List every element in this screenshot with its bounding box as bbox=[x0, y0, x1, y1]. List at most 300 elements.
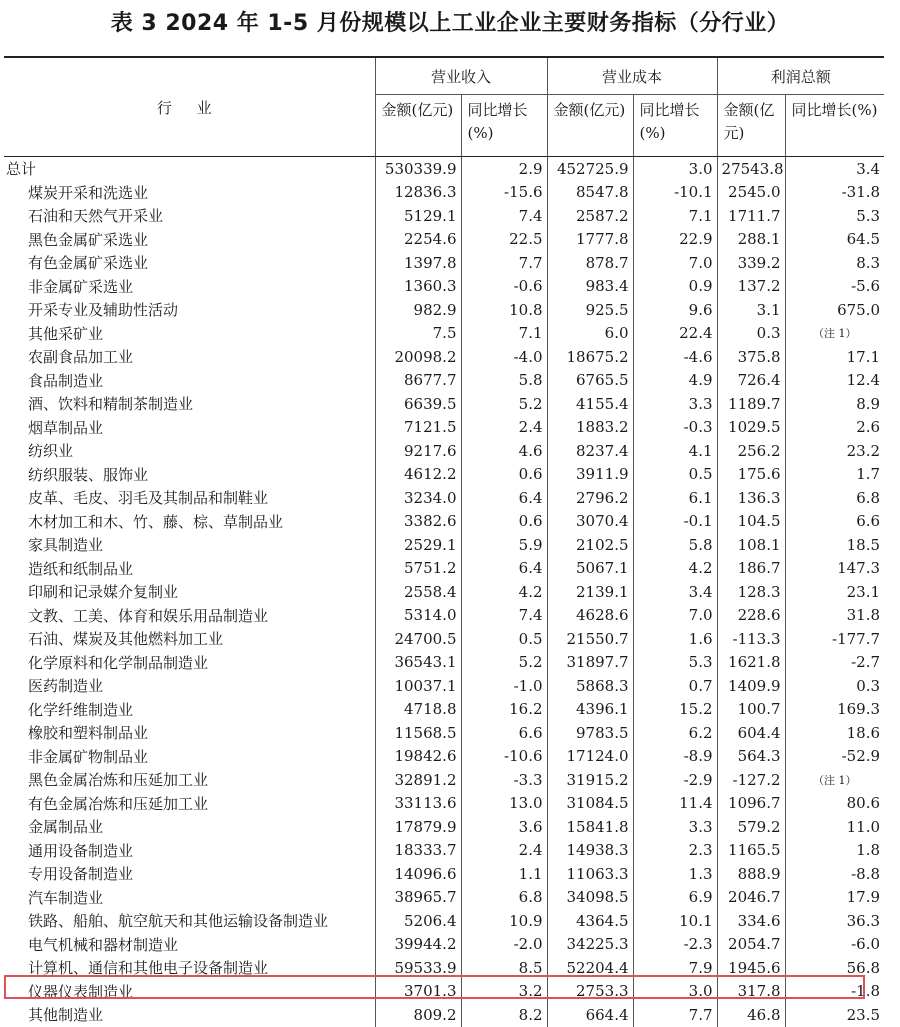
cost-growth: 1.6 bbox=[633, 627, 717, 651]
cost-amount: 34098.5 bbox=[547, 886, 633, 910]
cost-growth: 3.0 bbox=[633, 157, 717, 181]
revenue-amount: 1360.3 bbox=[375, 275, 461, 299]
profit-growth: 31.8 bbox=[785, 604, 884, 628]
revenue-growth: -1.0 bbox=[461, 674, 547, 698]
profit-amount: 564.3 bbox=[717, 745, 785, 769]
profit-growth: （注 1） bbox=[785, 322, 884, 346]
cost-growth-header: 同比增长(%) bbox=[633, 95, 717, 157]
table-row bbox=[4, 862, 884, 886]
cost-amount: 9783.5 bbox=[547, 721, 633, 745]
cost-amount: 1777.8 bbox=[547, 228, 633, 252]
profit-growth: -5.6 bbox=[785, 275, 884, 299]
industry-name: 总计 bbox=[6, 160, 37, 179]
cost-growth: 6.1 bbox=[633, 486, 717, 510]
industry-name: 石油、煤炭及其他燃料加工业 bbox=[28, 630, 224, 649]
revenue-growth: 7.7 bbox=[461, 251, 547, 275]
table-row bbox=[4, 204, 884, 228]
cost-growth: 7.7 bbox=[633, 1003, 717, 1027]
revenue-growth: 4.2 bbox=[461, 580, 547, 604]
industry-name: 农副食品加工业 bbox=[28, 348, 134, 367]
revenue-amount: 10037.1 bbox=[375, 674, 461, 698]
profit-amount: 128.3 bbox=[717, 580, 785, 604]
table-row bbox=[4, 792, 884, 816]
industry-name: 仪器仪表制造业 bbox=[28, 982, 134, 1001]
revenue-growth: -2.0 bbox=[461, 933, 547, 957]
profit-growth: -31.8 bbox=[785, 181, 884, 205]
profit-amount: 228.6 bbox=[717, 604, 785, 628]
profit-amount: 2046.7 bbox=[717, 886, 785, 910]
profit-amount: 100.7 bbox=[717, 698, 785, 722]
table-row bbox=[4, 533, 884, 557]
cost-amount: 21550.7 bbox=[547, 627, 633, 651]
revenue-amount: 7.5 bbox=[375, 322, 461, 346]
cost-amount: 4628.6 bbox=[547, 604, 633, 628]
cost-amount: 5067.1 bbox=[547, 557, 633, 581]
revenue-growth: 2.9 bbox=[461, 157, 547, 181]
revenue-growth: 3.2 bbox=[461, 980, 547, 1004]
cost-growth: 1.3 bbox=[633, 862, 717, 886]
revenue-amount: 2529.1 bbox=[375, 533, 461, 557]
revenue-growth: 3.6 bbox=[461, 815, 547, 839]
profit-amount: 104.5 bbox=[717, 510, 785, 534]
revenue-growth: -10.6 bbox=[461, 745, 547, 769]
revenue-growth: 0.6 bbox=[461, 463, 547, 487]
cost-growth: -4.6 bbox=[633, 345, 717, 369]
cost-growth: 6.9 bbox=[633, 886, 717, 910]
profit-growth: -52.9 bbox=[785, 745, 884, 769]
table-row bbox=[4, 439, 884, 463]
table-row bbox=[4, 980, 884, 1004]
profit-amount: 1029.5 bbox=[717, 416, 785, 440]
profit-amount: -113.3 bbox=[717, 627, 785, 651]
profit-growth: 18.5 bbox=[785, 533, 884, 557]
profit-growth: 147.3 bbox=[785, 557, 884, 581]
profit-growth: 2.6 bbox=[785, 416, 884, 440]
table-row bbox=[4, 369, 884, 393]
table-row bbox=[4, 580, 884, 604]
table-row bbox=[4, 345, 884, 369]
cost-growth: 10.1 bbox=[633, 909, 717, 933]
revenue-amount: 5129.1 bbox=[375, 204, 461, 228]
industry-name: 黑色金属冶炼和压延加工业 bbox=[28, 771, 209, 790]
revenue-amount-header: 金额(亿元) bbox=[375, 95, 461, 157]
revenue-growth: 5.2 bbox=[461, 392, 547, 416]
table-row bbox=[4, 392, 884, 416]
industry-name: 酒、饮料和精制茶制造业 bbox=[28, 395, 194, 414]
revenue-amount: 9217.6 bbox=[375, 439, 461, 463]
table-row bbox=[4, 463, 884, 487]
table-body bbox=[4, 157, 884, 1027]
revenue-growth: 16.2 bbox=[461, 698, 547, 722]
industry-name: 汽车制造业 bbox=[28, 888, 104, 907]
profit-amount: 186.7 bbox=[717, 557, 785, 581]
revenue-amount: 59533.9 bbox=[375, 956, 461, 980]
revenue-growth: 5.8 bbox=[461, 369, 547, 393]
revenue-amount: 7121.5 bbox=[375, 416, 461, 440]
cost-growth: 22.9 bbox=[633, 228, 717, 252]
profit-amount: 27543.8 bbox=[717, 157, 785, 181]
table-row bbox=[4, 157, 884, 181]
revenue-amount: 809.2 bbox=[375, 1003, 461, 1027]
industry-name: 有色金属矿采选业 bbox=[28, 254, 149, 273]
industry-name: 非金属矿物制品业 bbox=[28, 747, 149, 766]
profit-amount: 888.9 bbox=[717, 862, 785, 886]
industry-name: 食品制造业 bbox=[28, 371, 104, 390]
industry-name: 金属制品业 bbox=[28, 818, 104, 837]
revenue-growth: 7.4 bbox=[461, 204, 547, 228]
cost-growth: 2.3 bbox=[633, 839, 717, 863]
revenue-amount: 18333.7 bbox=[375, 839, 461, 863]
revenue-growth: 0.5 bbox=[461, 627, 547, 651]
table-row bbox=[4, 228, 884, 252]
table-row bbox=[4, 815, 884, 839]
industry-name: 造纸和纸制品业 bbox=[28, 559, 134, 578]
profit-amount: 0.3 bbox=[717, 322, 785, 346]
profit-growth: 12.4 bbox=[785, 369, 884, 393]
cost-amount: 34225.3 bbox=[547, 933, 633, 957]
profit-amount: 1945.6 bbox=[717, 956, 785, 980]
profit-growth: 23.5 bbox=[785, 1003, 884, 1027]
industry-name: 木材加工和木、竹、藤、棕、草制品业 bbox=[28, 512, 284, 531]
cost-amount: 31897.7 bbox=[547, 651, 633, 675]
financial-indicators-table bbox=[4, 56, 884, 1027]
profit-growth: -6.0 bbox=[785, 933, 884, 957]
table-row bbox=[4, 745, 884, 769]
profit-growth: 6.8 bbox=[785, 486, 884, 510]
revenue-amount: 530339.9 bbox=[375, 157, 461, 181]
industry-name: 皮革、毛皮、羽毛及其制品和制鞋业 bbox=[28, 489, 269, 508]
profit-amount: 339.2 bbox=[717, 251, 785, 275]
industry-name: 化学纤维制造业 bbox=[28, 700, 134, 719]
cost-amount: 17124.0 bbox=[547, 745, 633, 769]
cost-amount: 5868.3 bbox=[547, 674, 633, 698]
profit-amount: 256.2 bbox=[717, 439, 785, 463]
revenue-amount: 20098.2 bbox=[375, 345, 461, 369]
profit-amount: 2054.7 bbox=[717, 933, 785, 957]
profit-amount: 2545.0 bbox=[717, 181, 785, 205]
cost-amount: 52204.4 bbox=[547, 956, 633, 980]
industry-name: 文教、工美、体育和娱乐用品制造业 bbox=[28, 606, 269, 625]
table-row bbox=[4, 886, 884, 910]
cost-amount: 18675.2 bbox=[547, 345, 633, 369]
revenue-amount: 32891.2 bbox=[375, 768, 461, 792]
table-row bbox=[4, 909, 884, 933]
revenue-amount: 3382.6 bbox=[375, 510, 461, 534]
revenue-amount: 17879.9 bbox=[375, 815, 461, 839]
cost-amount: 31915.2 bbox=[547, 768, 633, 792]
profit-amount: 334.6 bbox=[717, 909, 785, 933]
cost-amount: 4396.1 bbox=[547, 698, 633, 722]
cost-growth: 3.3 bbox=[633, 392, 717, 416]
revenue-growth: 10.8 bbox=[461, 298, 547, 322]
revenue-amount: 33113.6 bbox=[375, 792, 461, 816]
profit-amount: 136.3 bbox=[717, 486, 785, 510]
industry-name: 纺织业 bbox=[28, 442, 74, 461]
revenue-amount: 8677.7 bbox=[375, 369, 461, 393]
profit-growth: 23.1 bbox=[785, 580, 884, 604]
cost-growth: 9.6 bbox=[633, 298, 717, 322]
cost-amount: 3911.9 bbox=[547, 463, 633, 487]
cost-growth: -2.9 bbox=[633, 768, 717, 792]
cost-growth: 4.2 bbox=[633, 557, 717, 581]
cost-amount: 11063.3 bbox=[547, 862, 633, 886]
cost-growth: -10.1 bbox=[633, 181, 717, 205]
cost-amount: 2753.3 bbox=[547, 980, 633, 1004]
cost-amount: 983.4 bbox=[547, 275, 633, 299]
table-row bbox=[4, 298, 884, 322]
cost-amount-header: 金额(亿元) bbox=[547, 95, 633, 157]
profit-growth: 675.0 bbox=[785, 298, 884, 322]
revenue-group-header: 营业收入 bbox=[375, 57, 547, 95]
revenue-growth: 22.5 bbox=[461, 228, 547, 252]
revenue-growth: -0.6 bbox=[461, 275, 547, 299]
revenue-amount: 3234.0 bbox=[375, 486, 461, 510]
revenue-amount: 5751.2 bbox=[375, 557, 461, 581]
revenue-amount: 11568.5 bbox=[375, 721, 461, 745]
profit-growth: 11.0 bbox=[785, 815, 884, 839]
cost-growth: 3.4 bbox=[633, 580, 717, 604]
cost-amount: 664.4 bbox=[547, 1003, 633, 1027]
revenue-amount: 2558.4 bbox=[375, 580, 461, 604]
cost-growth: 0.7 bbox=[633, 674, 717, 698]
revenue-amount: 12836.3 bbox=[375, 181, 461, 205]
cost-growth: -8.9 bbox=[633, 745, 717, 769]
cost-growth: 7.0 bbox=[633, 251, 717, 275]
table-row bbox=[4, 251, 884, 275]
cost-growth: 0.5 bbox=[633, 463, 717, 487]
revenue-amount: 6639.5 bbox=[375, 392, 461, 416]
industry-name: 通用设备制造业 bbox=[28, 841, 134, 860]
table-row bbox=[4, 1003, 884, 1027]
revenue-amount: 24700.5 bbox=[375, 627, 461, 651]
profit-growth: 17.9 bbox=[785, 886, 884, 910]
profit-growth: -177.7 bbox=[785, 627, 884, 651]
profit-growth: -8.8 bbox=[785, 862, 884, 886]
industry-name: 电气机械和器材制造业 bbox=[28, 935, 179, 954]
profit-growth: 0.3 bbox=[785, 674, 884, 698]
profit-amount-header: 金额(亿元) bbox=[717, 95, 785, 157]
profit-group-header: 利润总额 bbox=[717, 57, 884, 95]
profit-amount: 175.6 bbox=[717, 463, 785, 487]
profit-growth: 1.7 bbox=[785, 463, 884, 487]
table-row bbox=[4, 721, 884, 745]
profit-amount: -127.2 bbox=[717, 768, 785, 792]
profit-amount: 1621.8 bbox=[717, 651, 785, 675]
cost-amount: 8237.4 bbox=[547, 439, 633, 463]
cost-amount: 4155.4 bbox=[547, 392, 633, 416]
profit-growth: 8.3 bbox=[785, 251, 884, 275]
revenue-growth: 6.4 bbox=[461, 486, 547, 510]
cost-growth: 11.4 bbox=[633, 792, 717, 816]
cost-growth: 3.0 bbox=[633, 980, 717, 1004]
cost-amount: 2587.2 bbox=[547, 204, 633, 228]
profit-growth: 64.5 bbox=[785, 228, 884, 252]
table-row bbox=[4, 698, 884, 722]
industry-name: 石油和天然气开采业 bbox=[28, 207, 164, 226]
cost-amount: 15841.8 bbox=[547, 815, 633, 839]
revenue-growth: 8.2 bbox=[461, 1003, 547, 1027]
industry-name: 其他制造业 bbox=[28, 1006, 104, 1025]
table-row bbox=[4, 486, 884, 510]
table-row bbox=[4, 604, 884, 628]
profit-amount: 288.1 bbox=[717, 228, 785, 252]
revenue-growth: 5.2 bbox=[461, 651, 547, 675]
industry-name: 家具制造业 bbox=[28, 536, 104, 555]
cost-amount: 31084.5 bbox=[547, 792, 633, 816]
table-row bbox=[4, 557, 884, 581]
profit-growth: 23.2 bbox=[785, 439, 884, 463]
revenue-growth: 5.9 bbox=[461, 533, 547, 557]
industry-name: 专用设备制造业 bbox=[28, 865, 134, 884]
profit-amount: 1711.7 bbox=[717, 204, 785, 228]
cost-amount: 2139.1 bbox=[547, 580, 633, 604]
cost-growth: 15.2 bbox=[633, 698, 717, 722]
revenue-amount: 1397.8 bbox=[375, 251, 461, 275]
cost-amount: 6.0 bbox=[547, 322, 633, 346]
revenue-amount: 14096.6 bbox=[375, 862, 461, 886]
profit-amount: 726.4 bbox=[717, 369, 785, 393]
cost-growth: 7.1 bbox=[633, 204, 717, 228]
industry-name: 医药制造业 bbox=[28, 677, 104, 696]
revenue-amount: 39944.2 bbox=[375, 933, 461, 957]
revenue-growth: 6.8 bbox=[461, 886, 547, 910]
revenue-growth: 1.1 bbox=[461, 862, 547, 886]
cost-group-header: 营业成本 bbox=[547, 57, 717, 95]
table-row bbox=[4, 510, 884, 534]
profit-growth: -2.7 bbox=[785, 651, 884, 675]
profit-amount: 1165.5 bbox=[717, 839, 785, 863]
cost-growth: 0.9 bbox=[633, 275, 717, 299]
revenue-growth: -3.3 bbox=[461, 768, 547, 792]
table-row bbox=[4, 956, 884, 980]
page-title: 表 3 2024 年 1-5 月份规模以上工业企业主要财务指标（分行业） bbox=[110, 11, 790, 36]
profit-growth: 8.9 bbox=[785, 392, 884, 416]
revenue-growth: 2.4 bbox=[461, 839, 547, 863]
cost-growth: 7.0 bbox=[633, 604, 717, 628]
industry-name: 印刷和记录媒介复制业 bbox=[28, 583, 179, 602]
cost-amount: 2796.2 bbox=[547, 486, 633, 510]
profit-growth: 1.8 bbox=[785, 839, 884, 863]
profit-amount: 1409.9 bbox=[717, 674, 785, 698]
revenue-growth: -4.0 bbox=[461, 345, 547, 369]
revenue-amount: 4718.8 bbox=[375, 698, 461, 722]
cost-amount: 3070.4 bbox=[547, 510, 633, 534]
cost-amount: 2102.5 bbox=[547, 533, 633, 557]
revenue-growth: 4.6 bbox=[461, 439, 547, 463]
cost-amount: 4364.5 bbox=[547, 909, 633, 933]
revenue-amount: 3701.3 bbox=[375, 980, 461, 1004]
industry-name: 非金属矿采选业 bbox=[28, 277, 134, 296]
cost-growth: 4.9 bbox=[633, 369, 717, 393]
cost-growth: -0.3 bbox=[633, 416, 717, 440]
industry-name: 其他采矿业 bbox=[28, 324, 104, 343]
profit-growth: 3.4 bbox=[785, 157, 884, 181]
profit-growth: 169.3 bbox=[785, 698, 884, 722]
industry-name: 铁路、船舶、航空航天和其他运输设备制造业 bbox=[28, 912, 329, 931]
revenue-amount: 5314.0 bbox=[375, 604, 461, 628]
cost-growth: -0.1 bbox=[633, 510, 717, 534]
cost-amount: 6765.5 bbox=[547, 369, 633, 393]
table-row bbox=[4, 651, 884, 675]
profit-growth: 17.1 bbox=[785, 345, 884, 369]
table-row bbox=[4, 627, 884, 651]
revenue-growth: -15.6 bbox=[461, 181, 547, 205]
table-row bbox=[4, 275, 884, 299]
profit-growth: 80.6 bbox=[785, 792, 884, 816]
revenue-growth: 10.9 bbox=[461, 909, 547, 933]
table-row bbox=[4, 181, 884, 205]
profit-amount: 46.8 bbox=[717, 1003, 785, 1027]
profit-amount: 3.1 bbox=[717, 298, 785, 322]
profit-amount: 1096.7 bbox=[717, 792, 785, 816]
table-row bbox=[4, 674, 884, 698]
revenue-amount: 36543.1 bbox=[375, 651, 461, 675]
revenue-amount: 4612.2 bbox=[375, 463, 461, 487]
revenue-growth-header: 同比增长(%) bbox=[461, 95, 547, 157]
table-row bbox=[4, 933, 884, 957]
cost-growth: 7.9 bbox=[633, 956, 717, 980]
table-row bbox=[4, 322, 884, 346]
cost-amount: 8547.8 bbox=[547, 181, 633, 205]
profit-amount: 579.2 bbox=[717, 815, 785, 839]
table-row bbox=[4, 839, 884, 863]
cost-growth: 5.8 bbox=[633, 533, 717, 557]
cost-amount: 452725.9 bbox=[547, 157, 633, 181]
industry-name: 化学原料和化学制品制造业 bbox=[28, 653, 209, 672]
profit-growth: 5.3 bbox=[785, 204, 884, 228]
revenue-amount: 19842.6 bbox=[375, 745, 461, 769]
cost-amount: 14938.3 bbox=[547, 839, 633, 863]
profit-amount: 137.2 bbox=[717, 275, 785, 299]
table-row bbox=[4, 768, 884, 792]
profit-growth: 56.8 bbox=[785, 956, 884, 980]
profit-amount: 317.8 bbox=[717, 980, 785, 1004]
table-row bbox=[4, 416, 884, 440]
revenue-growth: 8.5 bbox=[461, 956, 547, 980]
cost-amount: 878.7 bbox=[547, 251, 633, 275]
industry-name: 计算机、通信和其他电子设备制造业 bbox=[28, 959, 269, 978]
revenue-growth: 7.4 bbox=[461, 604, 547, 628]
industry-name: 黑色金属矿采选业 bbox=[28, 230, 149, 249]
revenue-amount: 2254.6 bbox=[375, 228, 461, 252]
revenue-growth: 7.1 bbox=[461, 322, 547, 346]
profit-growth: 6.6 bbox=[785, 510, 884, 534]
profit-amount: 604.4 bbox=[717, 721, 785, 745]
profit-amount: 1189.7 bbox=[717, 392, 785, 416]
profit-growth: -1.8 bbox=[785, 980, 884, 1004]
revenue-amount: 982.9 bbox=[375, 298, 461, 322]
cost-growth: 22.4 bbox=[633, 322, 717, 346]
revenue-growth: 0.6 bbox=[461, 510, 547, 534]
revenue-amount: 5206.4 bbox=[375, 909, 461, 933]
profit-growth-header: 同比增长(%) bbox=[785, 95, 884, 157]
profit-amount: 108.1 bbox=[717, 533, 785, 557]
industry-name: 有色金属冶炼和压延加工业 bbox=[28, 794, 209, 813]
profit-growth: 36.3 bbox=[785, 909, 884, 933]
cost-amount: 925.5 bbox=[547, 298, 633, 322]
cost-growth: 3.3 bbox=[633, 815, 717, 839]
cost-amount: 1883.2 bbox=[547, 416, 633, 440]
cost-growth: 4.1 bbox=[633, 439, 717, 463]
revenue-amount: 38965.7 bbox=[375, 886, 461, 910]
profit-amount: 375.8 bbox=[717, 345, 785, 369]
industry-name: 纺织服装、服饰业 bbox=[28, 465, 149, 484]
industry-name: 煤炭开采和洗选业 bbox=[28, 183, 149, 202]
industry-name: 橡胶和塑料制品业 bbox=[28, 724, 149, 743]
revenue-growth: 2.4 bbox=[461, 416, 547, 440]
industry-name: 烟草制品业 bbox=[28, 418, 104, 437]
revenue-growth: 6.6 bbox=[461, 721, 547, 745]
